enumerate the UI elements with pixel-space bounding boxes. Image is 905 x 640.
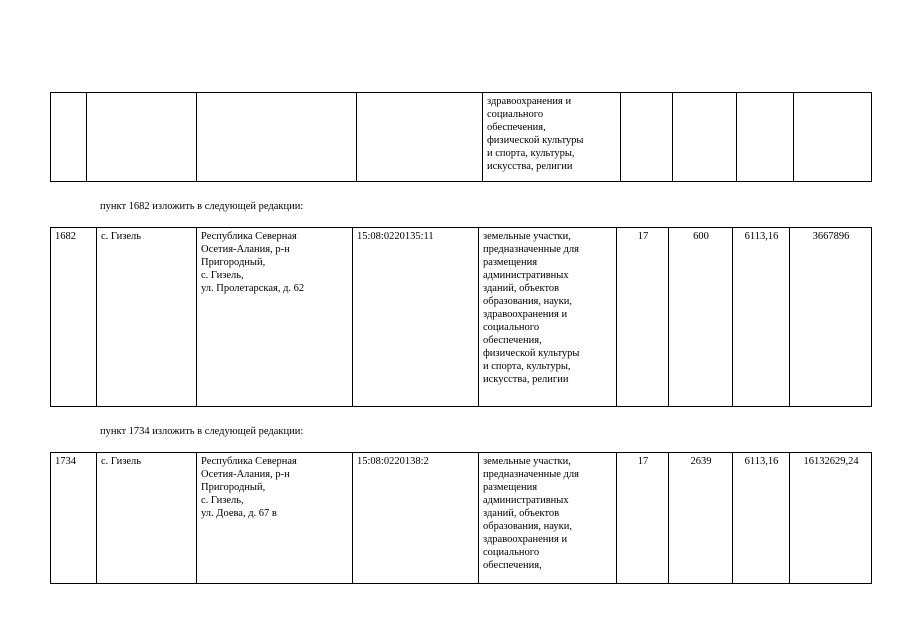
cell-value: 16132629,24 xyxy=(790,453,872,584)
cell-price xyxy=(737,93,794,182)
cell-purpose: земельные участки, предназначенные для размещения административных зданий, объектов образования, науки, здравоохранения и социального обеспечения, физической культуры и спорта, культуры, искусства, религии xyxy=(479,228,617,407)
cell-value: 3667896 xyxy=(790,228,872,407)
table-clause-1734 xyxy=(50,452,872,584)
clause-heading-1682: пункт 1682 изложить в следующей редакции: xyxy=(100,201,304,212)
cell-price: 6113,16 xyxy=(733,228,790,407)
table-row xyxy=(51,228,872,407)
cell-settlement xyxy=(87,93,197,182)
cell-purpose: здравоохранения и социального обеспечения, физической культуры и спорта, культуры, искусства, религии xyxy=(483,93,621,182)
cell-group: 17 xyxy=(617,228,669,407)
table-row xyxy=(51,453,872,584)
cell-num xyxy=(51,93,87,182)
cell-purpose: земельные участки, предназначенные для размещения административных зданий, объектов образования, науки, здравоохранения и социального обеспечения, xyxy=(479,453,617,584)
cell-area: 600 xyxy=(669,228,733,407)
cell-cadastral: 15:08:0220138:2 xyxy=(353,453,479,584)
cell-settlement: с. Гизель xyxy=(97,228,197,407)
continued-table-fragment xyxy=(50,92,872,182)
cell-address: Республика Северная Осетия-Алания, р-н Пригородный, с. Гизель, ул. Пролетарская, д. 62 xyxy=(197,228,353,407)
cell-area xyxy=(673,93,737,182)
table-clause-1682 xyxy=(50,227,872,407)
clause-heading-1734: пункт 1734 изложить в следующей редакции: xyxy=(100,426,304,437)
cell-area: 2639 xyxy=(669,453,733,584)
cell-group: 17 xyxy=(617,453,669,584)
cell-num: 1682 xyxy=(51,228,97,407)
cell-value xyxy=(794,93,872,182)
cell-address: Республика Северная Осетия-Алания, р-н Пригородный, с. Гизель, ул. Доева, д. 67 в xyxy=(197,453,353,584)
cell-price: 6113,16 xyxy=(733,453,790,584)
cell-group xyxy=(621,93,673,182)
table-row xyxy=(51,93,872,182)
cell-settlement: с. Гизель xyxy=(97,453,197,584)
cell-cadastral xyxy=(357,93,483,182)
cell-num: 1734 xyxy=(51,453,97,584)
cell-address xyxy=(197,93,357,182)
cell-cadastral: 15:08:0220135:11 xyxy=(353,228,479,407)
